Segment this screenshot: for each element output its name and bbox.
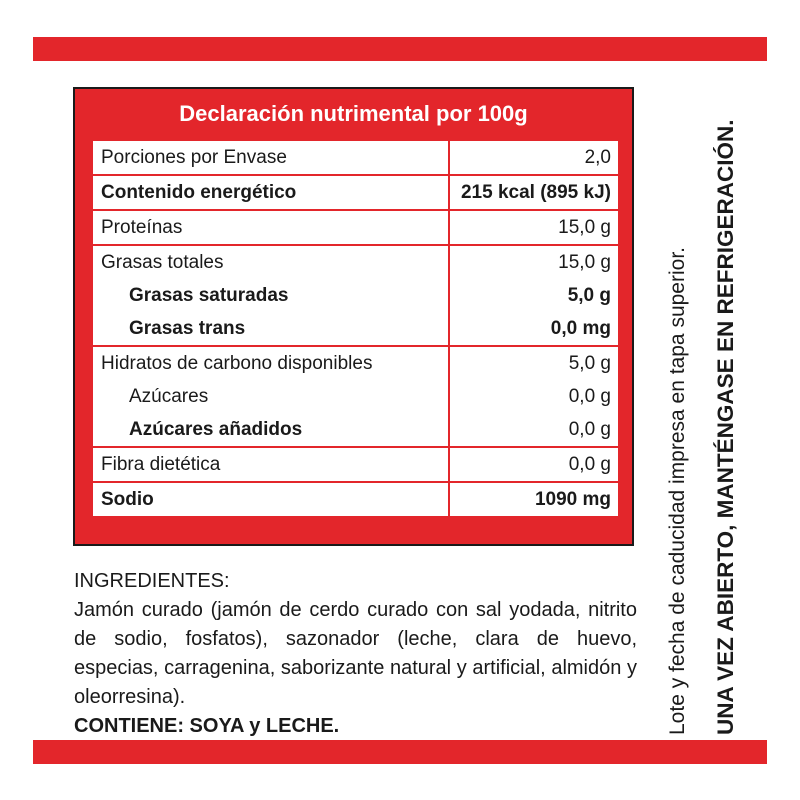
lot-expiry-note: Lote y fecha de caducidad impresa en tapa superior. bbox=[666, 247, 689, 735]
row-label: Fibra dietética bbox=[92, 447, 449, 482]
table-row bbox=[92, 447, 619, 482]
row-value: 215 kcal (895 kJ) bbox=[449, 175, 619, 210]
row-label: Proteínas bbox=[92, 210, 449, 245]
row-label: Contenido energético bbox=[92, 175, 449, 210]
ingredients-title: INGREDIENTES: bbox=[74, 570, 230, 592]
row-label: Grasas totales bbox=[92, 245, 449, 279]
top-red-band bbox=[33, 37, 767, 61]
row-label: Azúcares añadidos bbox=[92, 413, 449, 447]
row-value: 15,0 g bbox=[449, 245, 619, 279]
table-row bbox=[92, 380, 619, 413]
table-row bbox=[92, 482, 619, 517]
table-row bbox=[92, 245, 619, 279]
row-value: 15,0 g bbox=[449, 210, 619, 245]
row-value: 0,0 mg bbox=[449, 312, 619, 346]
bottom-red-band bbox=[33, 740, 767, 764]
row-value: 0,0 g bbox=[449, 380, 619, 413]
nutrition-title: Declaración nutrimental por 100g bbox=[179, 101, 528, 126]
table-row bbox=[92, 140, 619, 175]
refrigeration-warning: UNA VEZ ABIERTO, MANTÉNGASE EN REFRIGERACIÓN. bbox=[713, 119, 738, 735]
row-value: 1090 mg bbox=[449, 482, 619, 517]
table-row bbox=[92, 312, 619, 346]
table-row bbox=[92, 346, 619, 380]
row-label: Porciones por Envase bbox=[92, 140, 449, 175]
table-row bbox=[92, 413, 619, 447]
row-label: Grasas trans bbox=[92, 312, 449, 346]
nutrition-table bbox=[91, 139, 620, 518]
row-value: 2,0 bbox=[449, 140, 619, 175]
table-row bbox=[92, 279, 619, 312]
row-label: Azúcares bbox=[92, 380, 449, 413]
row-value: 5,0 g bbox=[449, 279, 619, 312]
row-label: Sodio bbox=[92, 482, 449, 517]
row-label: Grasas saturadas bbox=[92, 279, 449, 312]
ingredients-section bbox=[74, 567, 637, 741]
row-value: 0,0 g bbox=[449, 413, 619, 447]
ingredients-text: Jamón curado (jamón de cerdo curado con sal yodada, nitrito de sodio, fosfatos), sazonador (leche, clara de huevo, especias, carragenina, saborizante natural y artificial, almidón y oleorresina). bbox=[74, 599, 637, 708]
row-value: 0,0 g bbox=[449, 447, 619, 482]
nutrition-facts-panel bbox=[73, 87, 634, 546]
allergen-statement: CONTIENE: SOYA y LECHE. bbox=[74, 715, 340, 737]
table-row bbox=[92, 210, 619, 245]
row-label: Hidratos de carbono disponibles bbox=[92, 346, 449, 380]
table-row bbox=[92, 175, 619, 210]
row-value: 5,0 g bbox=[449, 346, 619, 380]
